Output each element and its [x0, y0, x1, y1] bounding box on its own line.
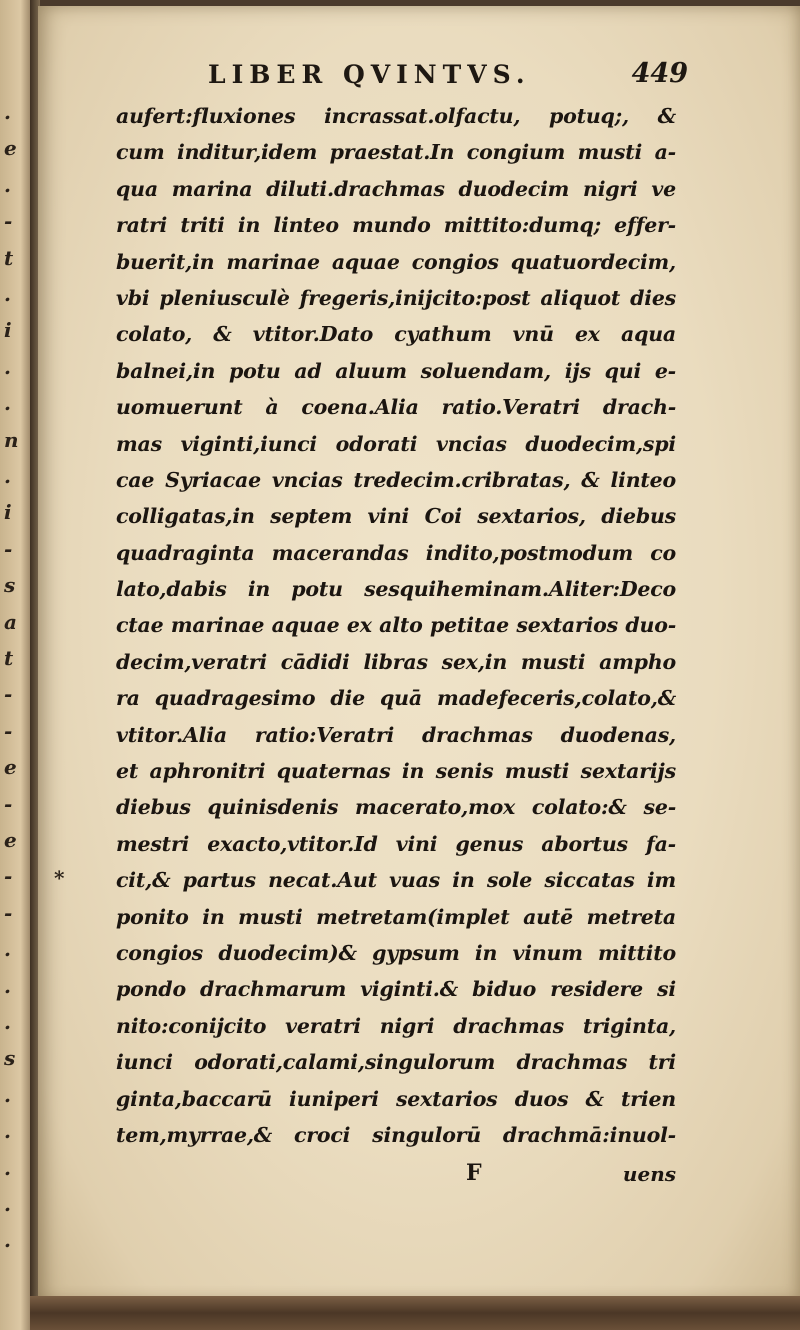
text-line: mestri exacto,vtitor.Id vini genus abortus fa- — [116, 831, 676, 856]
edge-fragment: . — [4, 1119, 11, 1144]
text-line: cae Syriacae vncias tredecim.cribratas, & linteo — [116, 467, 676, 492]
edge-fragment: . — [4, 172, 11, 197]
text-line: diebus quinisdenis macerato,mox colato:& se- — [116, 795, 676, 820]
edge-fragment: . — [4, 1010, 11, 1034]
edge-fragment: . — [4, 464, 11, 488]
body-text — [116, 98, 676, 1153]
text-line: et aphronitri quaternas in senis musti sextarijs — [116, 759, 676, 784]
catchword: uens — [622, 1162, 676, 1186]
previous-page-text-edge — [0, 0, 34, 1330]
edge-fragment: e — [4, 828, 17, 852]
text-line: mas viginti,iunci odorati vncias duodecim,spi — [116, 431, 676, 456]
running-title: LIBER QVINTVS. — [208, 60, 531, 89]
text-line: lato,dabis in potu sesquiheminam.Aliter:Deco — [116, 577, 676, 602]
edge-fragment: e — [4, 136, 17, 161]
edge-fragment: - — [4, 864, 13, 889]
text-line: balnei,in potu ad aluum soluendam, ijs qui e- — [116, 358, 676, 383]
text-line: decim,veratri cādidi libras sex,in musti ampho — [116, 649, 676, 674]
edge-fragment: i — [4, 318, 12, 343]
edge-fragment: . — [4, 1228, 11, 1253]
text-line: congios duodecim)& gypsum in vinum mittito — [116, 940, 676, 965]
edge-fragment: - — [4, 536, 13, 561]
text-line: iunci odorati,calami,singulorum drachmas tri — [116, 1050, 676, 1075]
page-footer — [116, 1156, 676, 1196]
edge-fragment: s — [4, 573, 16, 598]
edge-fragment: - — [4, 791, 13, 816]
text-line: tem,myrrae,& croci singulorū drachmā:inuol- — [116, 1122, 676, 1147]
text-line: nito:conijcito veratri nigri drachmas triginta, — [116, 1013, 676, 1038]
edge-fragment: e — [4, 755, 17, 780]
edge-fragment: - — [4, 209, 13, 234]
text-line: ratri triti in linteo mundo mittito:dumq; effer- — [116, 213, 676, 238]
edge-fragment: . — [4, 1192, 11, 1216]
edge-fragment: n — [4, 427, 19, 452]
text-line: ponito in musti metretam(implet autē metreta — [116, 904, 676, 929]
edge-fragment: . — [4, 973, 11, 998]
signature-mark: F — [466, 1160, 482, 1186]
text-line: quadraginta macerandas indito,postmodum co — [116, 540, 676, 565]
text-line: ginta,baccarū iuniperi sextarios duos & trien — [116, 1086, 676, 1111]
edge-fragment: - — [4, 900, 13, 925]
text-line: pondo drachmarum viginti.& biduo residere si — [116, 977, 676, 1002]
edge-fragment: . — [4, 282, 11, 306]
text-line: buerit,in marinae aquae congios quatuordecim, — [116, 249, 676, 274]
page — [38, 6, 800, 1306]
text-line: colligatas,in septem vini Coi sextarios, diebus — [116, 504, 676, 529]
text-line: qua marina diluti.drachmas duodecim nigri ve — [116, 176, 676, 201]
edge-fragment: . — [4, 1155, 11, 1180]
edge-fragment: . — [4, 354, 11, 379]
text-line: cit,& partus necat.Aut vuas in sole siccatas im — [116, 868, 676, 893]
edge-fragment: . — [4, 100, 11, 124]
edge-fragment: - — [4, 718, 13, 743]
text-line: cum inditur,idem praestat.In congium musti a- — [116, 140, 676, 165]
edge-fragment: . — [4, 937, 11, 962]
text-line: vbi pleniusculè fregeris,inijcito:post aliquot dies — [116, 285, 676, 310]
edge-fragment: . — [4, 1082, 11, 1107]
edge-fragment: s — [4, 1046, 16, 1071]
text-line: ra quadragesimo die quā madefeceris,colato,& — [116, 686, 676, 711]
text-line: ctae marinae aquae ex alto petitae sextarios duo- — [116, 613, 676, 638]
text-line: uomuerunt à coena.Alia ratio.Veratri drach- — [116, 395, 676, 420]
text-line: aufert:fluxiones incrassat.olfactu, potuq;, & — [116, 104, 676, 128]
page-number: 449 — [631, 58, 688, 89]
text-line: colato, & vtitor.Dato cyathum vnū ex aqua — [116, 322, 676, 347]
page-header — [208, 56, 688, 96]
edge-fragment: a — [4, 609, 17, 634]
edge-fragment: i — [4, 500, 12, 525]
margin-asterisk: * — [54, 866, 65, 890]
text-line: vtitor.Alia ratio:Veratri drachmas duodenas, — [116, 722, 676, 747]
page-bottom-edge — [30, 1296, 800, 1330]
edge-fragment: t — [4, 245, 14, 270]
edge-fragment: t — [4, 646, 14, 670]
edge-fragment: . — [4, 391, 11, 416]
edge-fragment: - — [4, 682, 13, 707]
